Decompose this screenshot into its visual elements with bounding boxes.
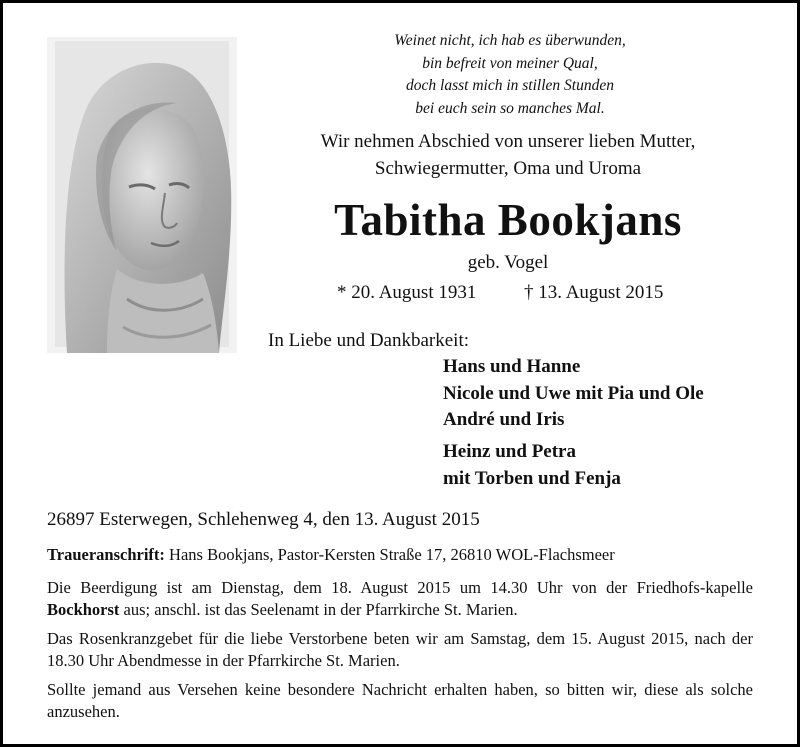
mourner-line: André und Iris xyxy=(443,409,565,430)
poem-line: bei euch sein so manches Mal. xyxy=(415,99,605,117)
mourners-heading: In Liebe und Dankbarkeit: xyxy=(268,330,470,351)
mourner-line: Nicole und Uwe mit Pia und Ole xyxy=(443,382,704,404)
madonna-illustration xyxy=(47,37,237,353)
funeral-text-2: aus; anschl. ist das Seelenamt in der Pfarrkirche St. Marien. xyxy=(119,600,518,619)
mourner-line: Heinz und Petra xyxy=(443,441,576,462)
mourning-address-label: Traueranschrift: xyxy=(47,545,165,564)
funeral-location: Bockhorst xyxy=(47,600,120,619)
birth-date: * 20. August 1931 xyxy=(337,282,477,303)
madonna-image xyxy=(47,37,237,353)
funeral-info xyxy=(47,577,753,621)
mourning-address xyxy=(47,544,615,566)
maiden-name: geb. Vogel xyxy=(467,252,549,273)
poem-line: doch lasst mich in stillen Stunden xyxy=(406,77,614,94)
poem-line: bin befreit von meiner Qual, xyxy=(422,54,598,72)
mourner-line: mit Torben und Fenja xyxy=(443,467,621,489)
rosary-info: Das Rosenkranzgebet für die liebe Verstorbene beten wir am Samstag, dem 15. August 2015, nach der 18.30 Uhr Abendmesse in der Pfarrkirche St. Marien. xyxy=(47,629,753,670)
mourners-group-2 xyxy=(443,439,621,492)
deceased-name: Tabitha Bookjans xyxy=(334,195,682,245)
funeral-text-1: Die Beerdigung ist am Dienstag, dem 18. August 2015 um 14.30 Uhr von der Friedhofs-kapelle xyxy=(47,578,753,597)
notice-info: Sollte jemand aus Versehen keine besondere Nachricht erhalten haben, so bitten wir, diese als solche anzusehen. xyxy=(47,680,753,721)
poem-line: Weinet nicht, ich hab es überwunden, xyxy=(394,32,626,49)
mourners-group-1 xyxy=(443,354,704,434)
poem xyxy=(290,30,730,120)
mourner-line: Hans und Hanne xyxy=(443,356,581,377)
intro-line-1: Wir nehmen Abschied von unserer lieben Mutter, xyxy=(320,131,696,152)
place-and-date: 26897 Esterwegen, Schlehenweg 4, den 13. August 2015 xyxy=(47,509,480,530)
mourning-address-value: Hans Bookjans, Pastor-Kersten Straße 17, 26810 WOL-Flachsmeer xyxy=(164,545,615,564)
intro-line-2: Schwiegermutter, Oma und Uroma xyxy=(374,158,642,179)
death-date: † 13. August 2015 xyxy=(524,282,664,303)
farewell-intro xyxy=(262,128,754,182)
